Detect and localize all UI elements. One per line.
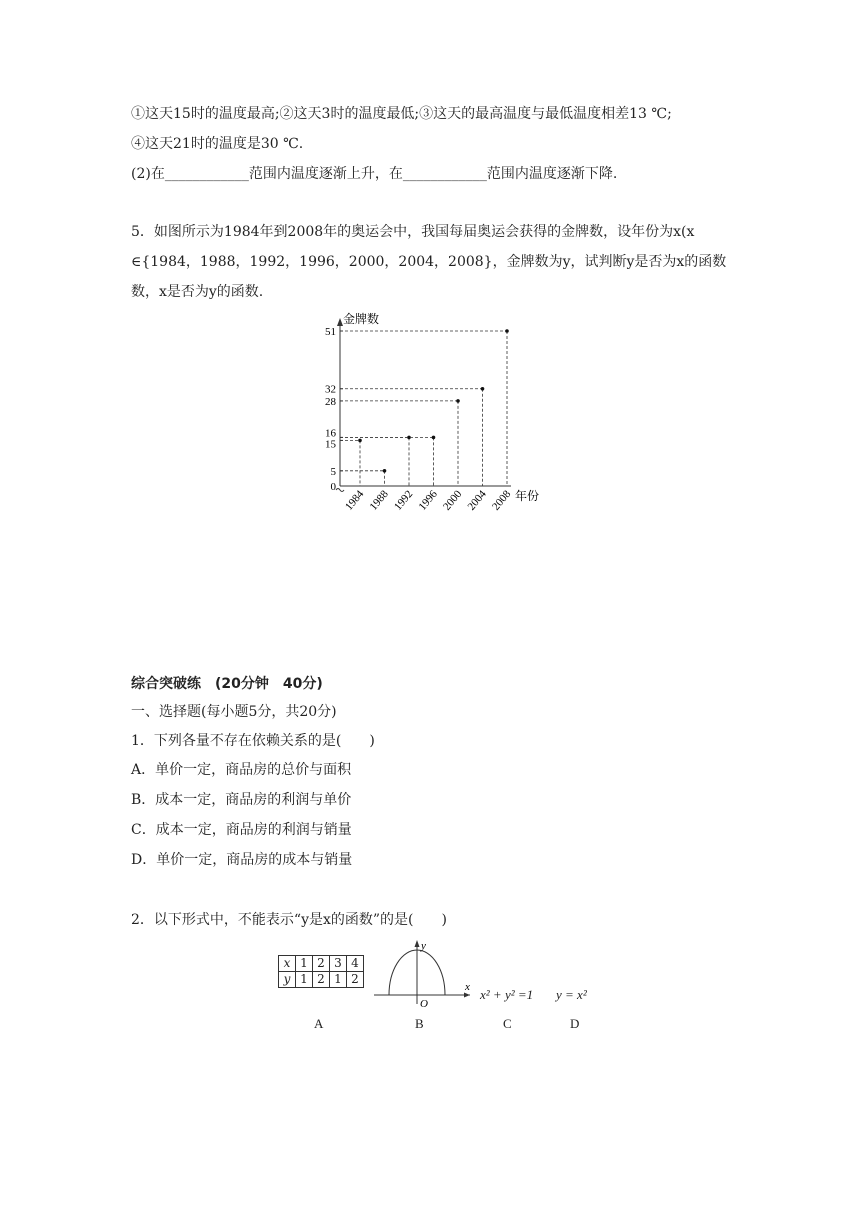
x-tick-label: 2000: [440, 488, 465, 513]
gold-medal-chart: [300, 308, 560, 518]
q2-formula-c: x² + y² =1: [480, 987, 534, 1002]
q5-line1: 5．如图所示为1984年到2008年的奥运会中，我国每届奥运会获得的金牌数，设年份为x(x: [131, 224, 695, 240]
data-point: [456, 399, 460, 403]
table-head-x: x: [279, 956, 296, 972]
x-tick-label: 1996: [416, 488, 440, 513]
table-cell: 2: [347, 972, 364, 988]
axis-break-mark: [336, 489, 344, 492]
data-point: [383, 469, 387, 473]
q2-label-b: B: [415, 1016, 424, 1031]
table-cell: 1: [296, 956, 313, 972]
graph-x-label: x: [465, 981, 470, 993]
x-axis-label: 年份: [515, 489, 540, 503]
q4-statement-2: ④这天21时的温度是30 ℃.: [131, 136, 304, 152]
x-tick-label: 2004: [465, 488, 489, 513]
q2-stem: 2．以下形式中，不能表示“y是x的函数”的是( ): [131, 912, 447, 928]
table-cell: 1: [330, 972, 347, 988]
section-title: 综合突破练 (20分钟 40分): [131, 676, 323, 692]
q2-table-a: [278, 955, 364, 988]
q1-stem: 1．下列各量不存在依赖关系的是( ): [131, 733, 375, 749]
x-tick-label: 2008: [489, 488, 514, 513]
x-tick-label: 1992: [391, 488, 416, 513]
y-axis-label: 金牌数: [343, 312, 380, 326]
q2-formula-d: y = x²: [556, 987, 587, 1002]
x-tick-label: 1984: [342, 488, 367, 513]
q1-option-c: C．成本一定，商品房的利润与销量: [131, 822, 352, 838]
q4-statement: ①这天15时的温度最高;②这天3时的温度最低;③这天的最高温度与最低温度相差13 ℃;: [131, 106, 672, 122]
q2-graph-b: [372, 938, 482, 1008]
graph-y-arrow: [415, 940, 420, 947]
q5-line3: 数，x是否为y的函数.: [131, 284, 264, 300]
y-tick-label: 28: [325, 395, 336, 408]
graph-x-arrow: [464, 993, 470, 998]
x-tick-label: 1988: [367, 488, 391, 513]
y-tick-label: 32: [325, 383, 336, 396]
y-tick-label: 0: [330, 481, 336, 493]
y-tick-label: 16: [325, 427, 336, 440]
data-point: [432, 436, 436, 440]
y-tick-label: 5: [330, 465, 336, 478]
q5-line2: ∈{1984，1988，1992，1996，2000，2004，2008}，金牌数为y，试判断y是否为x的函数: [131, 254, 727, 270]
table-head-y: y: [279, 972, 296, 988]
q1-option-b: B．成本一定，商品房的利润与单价: [131, 792, 352, 808]
y-tick-label: 51: [325, 326, 336, 338]
data-point: [358, 439, 362, 443]
data-point: [481, 387, 485, 391]
table-cell: 2: [313, 956, 330, 972]
table-cell: 4: [347, 956, 364, 972]
q4-part2: (2)在____________范围内温度逐渐上升，在____________范围内温度逐渐下降.: [131, 166, 618, 182]
q1-option-d: D．单价一定，商品房的成本与销量: [131, 852, 353, 868]
q2-label-d: D: [570, 1016, 580, 1031]
graph-y-label: y: [421, 940, 426, 952]
q2-label-c: C: [503, 1016, 512, 1031]
graph-origin: O: [420, 998, 428, 1008]
y-tick-label: 15: [325, 438, 336, 451]
table-cell: 3: [330, 956, 347, 972]
data-point: [505, 329, 509, 333]
table-cell: 2: [313, 972, 330, 988]
q1-option-a: A．单价一定，商品房的总价与面积: [131, 762, 352, 778]
table-cell: 1: [296, 972, 313, 988]
section-sub: 一、选择题(每小题5分，共20分): [131, 704, 337, 720]
q2-label-a: A: [314, 1016, 324, 1031]
